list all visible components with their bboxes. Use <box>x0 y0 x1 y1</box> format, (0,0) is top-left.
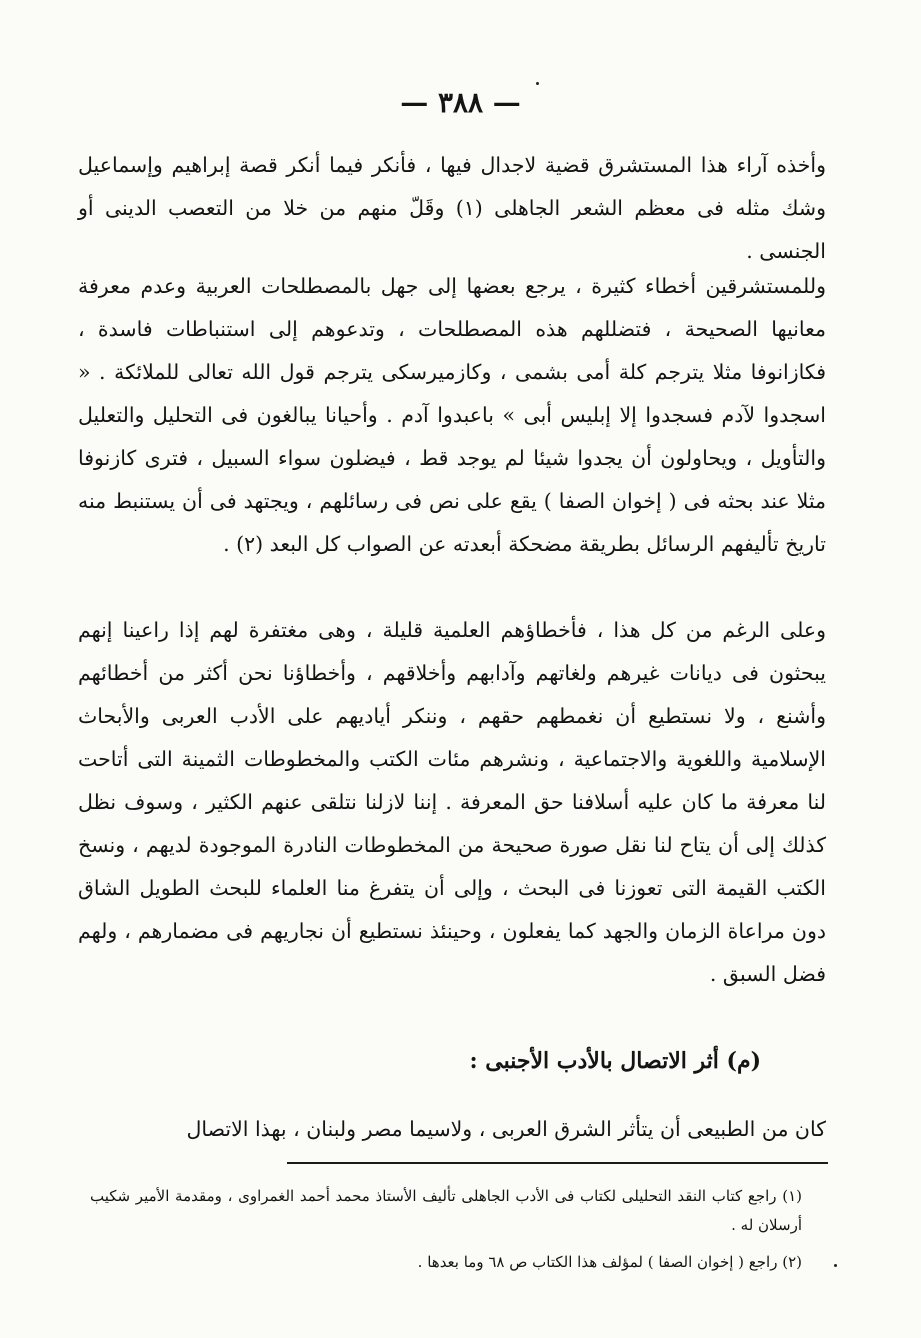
paragraph-orientalist-views: وأخذه آراء هذا المستشرق قضية لاجدال فيها ، فأنكر فيما أنكر قصة إبراهيم وإسماعيل وشك مثله فى معظم الشعر الجاهلى (١) وقَلّ منهم من خلا من التعصب الدينى أو الجنسى . <box>78 153 826 263</box>
paragraph-orientalist-errors: وللمستشرقين أخطاء كثيرة ، يرجع بعضها إلى جهل بالمصطلحات العربية وعدم معرفة معانيها الصحيحة ، فتضللهم هذه المصطلحات ، وتدعوهم إلى استنباطات فاسدة ، فكازانوفا مثلا يترجم كلة أمى بشمى ، وكازميرسكى يترجم قول الله تعالى للملائكة . « اسجدوا لآدم فسجدوا إلا إبليس أبى » باعبدوا آدم . وأحيانا يبالغون فى التحليل والتعليل والتأويل ، ويحاولون أن يجدوا شيئا لم يوجد قط ، فيضلون سواء السبيل ، فترى كازنوفا مثلا عند بحثه فى ( إخوان الصفا ) يقع على نص فى رسائلهم ، ويجتهد فى أن يستنبط منه تاريخ تأليفهم الرسائل بطريقة مضحكة أبعدته عن الصواب كل البعد (٢) . <box>78 274 826 556</box>
section-heading: (م) أثر الاتصال بالأدب الأجنبى : <box>469 1048 761 1074</box>
ink-speck <box>834 1264 837 1267</box>
ink-speck <box>536 82 539 85</box>
footnote-1: (١) راجع كتاب النقد التحليلى لكتاب فى الأدب الجاهلى تأليف الأستاذ محمد أحمد الغمراوى ، ومقدمة الأمير شكيب أرسلان له . <box>90 1187 802 1234</box>
paragraph-despite-errors: وعلى الرغم من كل هذا ، فأخطاؤهم العلمية قليلة ، وهى مغتفرة لهم إذا راعينا إنهم يبحثون فى ديانات غيرهم ولغاتهم وآدابهم وأخلاقهم ، وأخطاؤنا نحن أكثر من أخطائهم وأشنع ، ولا نستطيع أن نغمطهم حقهم ، وننكر أياديهم على الأدب العربى والأبحاث الإسلامية واللغوية والاجتماعية ، ونشرهم مئات الكتب والمخطوطات الثمينة التى أتاحت لنا معرفة ما كان عليه أسلافنا حق المعرفة . إننا لازلنا نتلقى عنهم الكثير ، وسوف نظل كذلك إلى أن يتاح لنا نقل صورة صحيحة من المخطوطات النادرة الموجودة لديهم ، ونسخ الكتب القيمة التى تعوزنا فى البحث ، وإلى أن يتفرغ منا العلماء للبحث الطويل الشاق دون مراعاة الزمان والجهد كما يفعلون ، وحينئذ نستطيع أن نجاريهم فى مضمارهم ، ولهم فضل السبق . <box>78 618 826 986</box>
footnote-divider <box>287 1162 828 1164</box>
page-number: — ٣٨٨ — <box>400 86 521 119</box>
paragraph-foreign-influence: كان من الطبيعى أن يتأثر الشرق العربى ، ولاسيما مصر ولبنان ، بهذا الاتصال <box>186 1117 826 1141</box>
footnote-2: (٢) راجع ( إخوان الصفا ) لمؤلف هذا الكتاب ص ٦٨ وما بعدها . <box>417 1253 802 1271</box>
